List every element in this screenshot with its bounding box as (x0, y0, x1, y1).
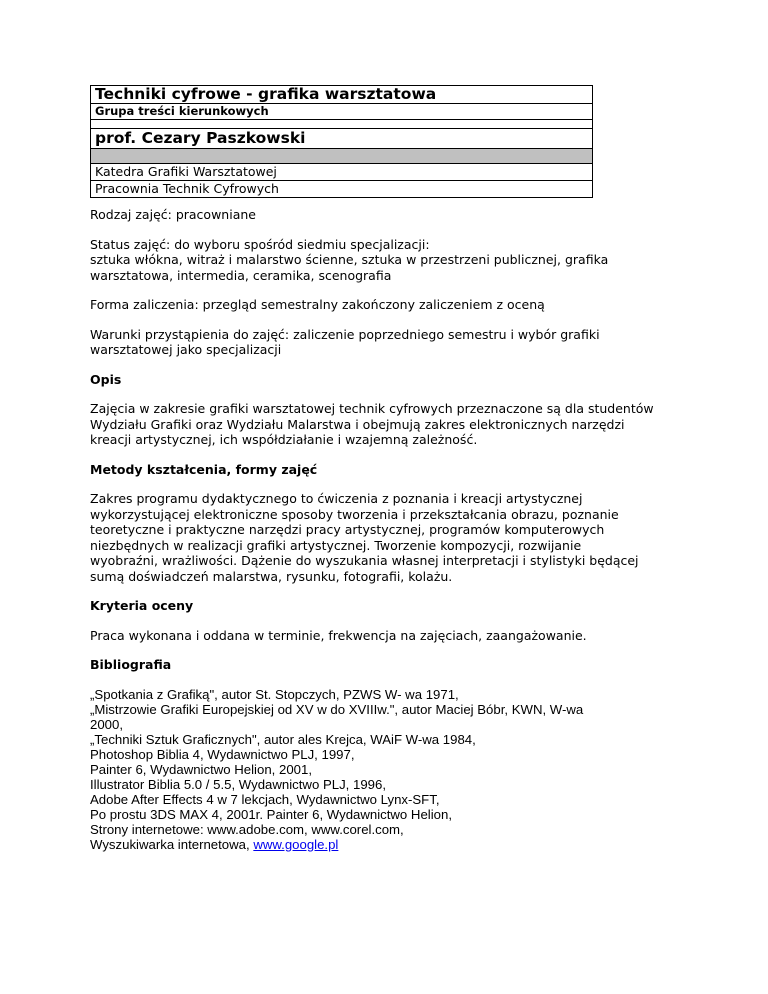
metody-text (90, 491, 690, 584)
status-line: warsztatowa, intermedia, ceramika, scenografia (90, 267, 392, 283)
class-status (90, 237, 690, 284)
course-group: Grupa treści kierunkowych (91, 104, 593, 120)
studio-name: Pracownia Technik Cyfrowych (91, 181, 593, 198)
heading-bibliografia: Bibliografia (90, 657, 172, 672)
prerequisites-line: Warunki przystąpienia do zajęć: zaliczenie poprzedniego semestru i wybór grafiki (90, 326, 600, 342)
department-name: Katedra Grafiki Warsztatowej (91, 164, 593, 181)
bibliography-item: Strony internetowe: www.adobe.com, www.corel.com, (90, 821, 404, 837)
google-link[interactable]: www.google.pl (253, 836, 339, 852)
opis-text (90, 401, 690, 448)
bibliography-item: Adobe After Effects 4 w 7 lekcjach, Wydawnictwo Lynx-SFT, (90, 791, 440, 807)
course-title: Techniki cyfrowe - grafika warsztatowa (91, 86, 593, 104)
metody-line: niezbędnych w realizacji grafiki artystycznej. Tworzenie kompozycji, rozwijanie (90, 537, 582, 553)
metody-line: sumą doświadczeń malarstwa, rysunku, fotografii, kolażu. (90, 568, 453, 584)
professor-name: prof. Cezary Paszkowski (91, 129, 593, 149)
search-engine-label: Wyszukiwarka internetowa, (90, 836, 254, 852)
document-body (90, 85, 690, 852)
bibliography-item: Illustrator Biblia 5.0 / 5.5, Wydawnictwo PLJ, 1996, (90, 776, 387, 792)
metody-line: teoretyczne i praktyczne narzędzi pracy artystycznej, programów komputerowych (90, 522, 605, 537)
bibliography-item: „Spotkania z Grafiką", autor St. Stopczych, PZWS W- wa 1971, (90, 686, 459, 702)
course-header-table (90, 85, 593, 198)
metody-line: Zakres programu dydaktycznego to ćwiczenia z poznania i kreacji artystycznej (90, 491, 583, 506)
bibliography-item: „Mistrzowie Grafiki Europejskiej od XV w do XVIIIw.", autor Maciej Bóbr, KWN, W-wa (90, 701, 584, 717)
bibliography-item: Po prostu 3DS MAX 4, 2001r. Painter 6, Wydawnictwo Helion, (90, 806, 452, 822)
status-line: sztuka włókna, witraż i malarstwo ścienne, sztuka w przestrzeni publicznej, grafika (90, 252, 609, 267)
heading-metody: Metody kształcenia, formy zajęć (90, 461, 318, 477)
metody-line: wyobraźni, wrażliwości. Dążenie do wyszukania własnej interpretacji i stylistyki będącej (90, 553, 639, 568)
opis-line: Wydziału Grafiki oraz Wydziału Malarstwa i obejmują zakres elektronicznych narzędzi (90, 416, 625, 432)
prerequisites (90, 327, 690, 358)
bibliography-item-search (90, 837, 690, 852)
heading-kryteria: Kryteria oceny (90, 598, 194, 613)
bibliography-item: 2000, (90, 716, 124, 732)
bibliography-list (90, 687, 690, 852)
prerequisites-line: warsztatowej jako specjalizacji (90, 342, 282, 357)
heading-opis: Opis (90, 371, 122, 387)
kryteria-text: Praca wykonana i oddana w terminie, frekwencja na zajęciach, zaangażowanie. (90, 627, 587, 643)
grey-divider-row (91, 149, 593, 164)
bibliography-item: „Techniki Sztuk Graficznych", autor ales Krejca, WAiF W-wa 1984, (90, 731, 476, 747)
assessment-form: Forma zaliczenia: przegląd semestralny zakończony zaliczeniem z oceną (90, 297, 545, 312)
status-line: Status zajęć: do wyboru spośród siedmiu specjalizacji: (90, 236, 430, 252)
class-type: Rodzaj zajęć: pracowniane (90, 207, 256, 222)
bibliography-item: Photoshop Biblia 4, Wydawnictwo PLJ, 1997, (90, 746, 355, 762)
opis-line: kreacji artystycznej, ich współdziałanie i wzajemną zależność. (90, 432, 478, 447)
metody-line: wykorzystującej elektroniczne sposoby tworzenia i przekształcania obrazu, poznanie (90, 506, 619, 522)
opis-line: Zajęcia w zakresie grafiki warsztatowej technik cyfrowych przeznaczone są dla studentów (90, 401, 654, 416)
spacer-row (91, 120, 593, 129)
bibliography-item: Painter 6, Wydawnictwo Helion, 2001, (90, 761, 312, 777)
